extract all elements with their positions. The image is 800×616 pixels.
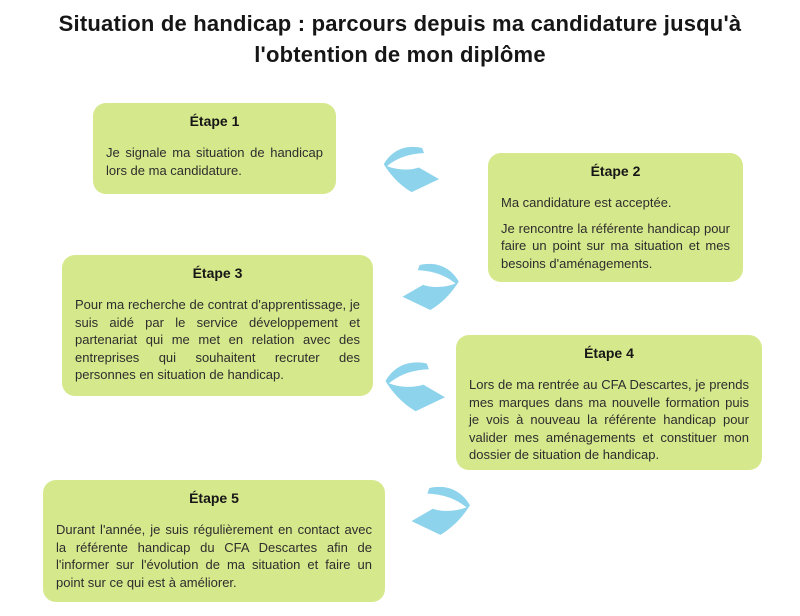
page-title-line1: Situation de handicap : parcours depuis ma candidature jusqu'à <box>58 11 742 36</box>
step-5-body <box>56 521 372 591</box>
step-3-label: Étape 3 <box>192 265 243 281</box>
step-4-body <box>469 376 749 464</box>
step-2-text-2: Je rencontre la référente handicap pour faire un point sur ma situation et mes besoins d'aménagements. <box>501 220 730 271</box>
flow-arrow-1 <box>379 146 447 198</box>
curved-arrow-right-icon <box>379 146 447 198</box>
flow-arrow-3 <box>382 361 452 418</box>
step-2-body <box>501 194 730 272</box>
page-title <box>0 8 800 70</box>
step-5-label: Étape 5 <box>189 490 239 506</box>
step-1-label: Étape 1 <box>189 113 240 129</box>
step-box-3 <box>62 255 373 396</box>
step-box-5 <box>43 480 385 602</box>
curved-arrow-right-icon <box>382 361 452 418</box>
step-3-body <box>75 296 360 384</box>
step-4-label: Étape 4 <box>584 345 634 361</box>
step-box-2 <box>488 153 743 282</box>
curved-arrow-left-icon <box>388 263 470 316</box>
flow-arrow-2 <box>388 263 470 316</box>
step-1-body <box>106 144 323 179</box>
step-1-text: Je signale ma situation de handicap lors de ma candidature. <box>106 145 323 178</box>
flow-arrow-4 <box>399 486 479 541</box>
step-3-text: Pour ma recherche de contrat d'apprentissage, je suis aidé par le service développement et partenariat qui me met en relation avec des entreprises qui souhaitent recruter des personnes en situation de handicap. <box>75 297 360 382</box>
step-4-text: Lors de ma rentrée au CFA Descartes, je prends mes marques dans ma nouvelle formation puis je vois à nouveau la référente handicap pour valider mes aménagements et constituer mon dossier de situation de handicap. <box>469 377 749 462</box>
step-2-label: Étape 2 <box>590 163 641 179</box>
page-title-line2: l'obtention de mon diplôme <box>254 42 546 67</box>
curved-arrow-left-icon <box>399 486 479 541</box>
step-2-text-1: Ma candidature est acceptée. <box>501 195 672 210</box>
step-box-1 <box>93 103 336 194</box>
step-box-4 <box>456 335 762 470</box>
step-5-text: Durant l'année, je suis régulièrement en contact avec la référente handicap du CFA Descartes afin de l'informer sur l'évolution de ma situation et faire un point sur ce qui est à améliorer. <box>56 522 372 590</box>
